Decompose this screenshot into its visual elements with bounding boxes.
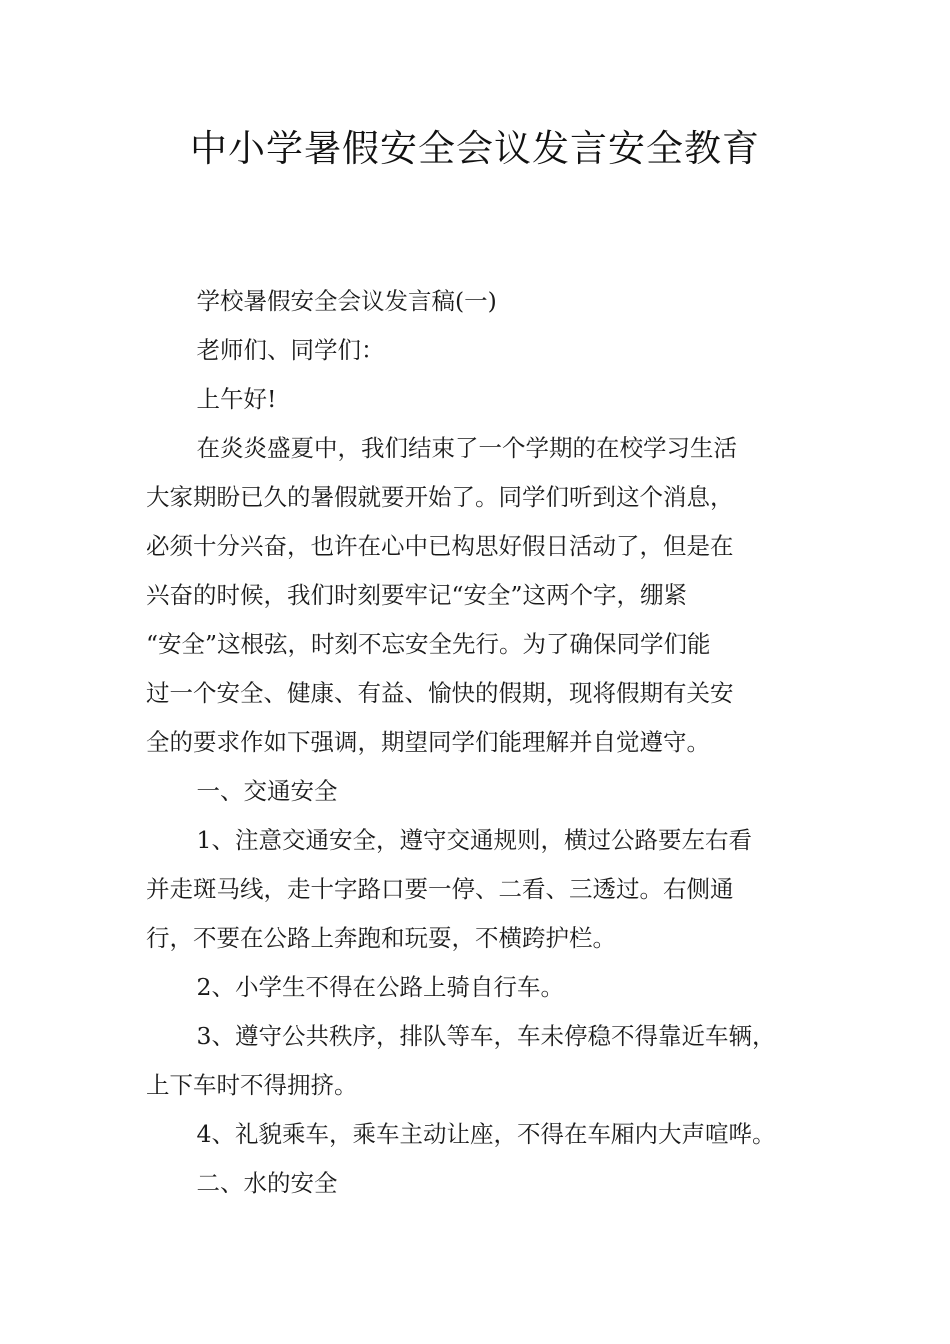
text-line: 在炎炎盛夏中，我们结束了一个学期的在校学习生活 [196, 434, 738, 462]
paragraph-intro [146, 424, 810, 767]
text-line: 老师们、同学们： [196, 336, 385, 364]
paragraph-item-3 [146, 1012, 810, 1110]
text-line: “安全”这根弦，时刻不忘安全先行。为了确保同学们能 [146, 630, 711, 658]
paragraph-item-4 [146, 1110, 810, 1159]
text-line: 必须十分兴奋，也许在心中已构思好假日活动了，但是在 [146, 532, 734, 560]
text-line: 4、礼貌乘车，乘车主动让座，不得在车厢内大声喧哗。 [196, 1120, 776, 1148]
text-line: 过一个安全、健康、有益、愉快的假期，现将假期有关安 [146, 679, 734, 707]
document-title: 中小学暑假安全会议发言安全教育 [190, 127, 760, 170]
text-line: 全的要求作如下强调，期望同学们能理解并自觉遵守。 [146, 728, 710, 756]
paragraph-heading-draft [146, 277, 810, 326]
text-line: 行，不要在公路上奔跑和玩耍，不横跨护栏。 [146, 924, 616, 952]
text-line: 3、遵守公共秩序，排队等车，车未停稳不得靠近车辆， [196, 1022, 776, 1050]
paragraph-greeting [146, 375, 810, 424]
text-line: 上午好! [196, 385, 277, 413]
text-line: 大家期盼已久的暑假就要开始了。同学们听到这个消息， [146, 483, 734, 511]
text-line: 兴奋的时候，我们时刻要牢记“安全”这两个字，绷紧 [146, 581, 688, 609]
text-line: 二、水的安全 [196, 1169, 338, 1197]
text-line: 1、注意交通安全，遵守交通规则，横过公路要左右看 [196, 826, 752, 854]
text-line: 学校暑假安全会议发言稿(一) [196, 287, 497, 315]
text-line: 上下车时不得拥挤。 [146, 1071, 358, 1099]
text-line: 一、交通安全 [196, 777, 338, 805]
paragraph-item-1 [146, 816, 810, 963]
text-line: 并走斑马线，走十字路口要一停、二看、三透过。右侧通 [146, 875, 734, 903]
paragraph-salutation [146, 326, 810, 375]
document-body [146, 277, 810, 1208]
paragraph-item-2 [146, 963, 810, 1012]
text-line: 2、小学生不得在公路上骑自行车。 [196, 973, 564, 1001]
section-heading-traffic [146, 767, 810, 816]
section-heading-water [146, 1159, 810, 1208]
